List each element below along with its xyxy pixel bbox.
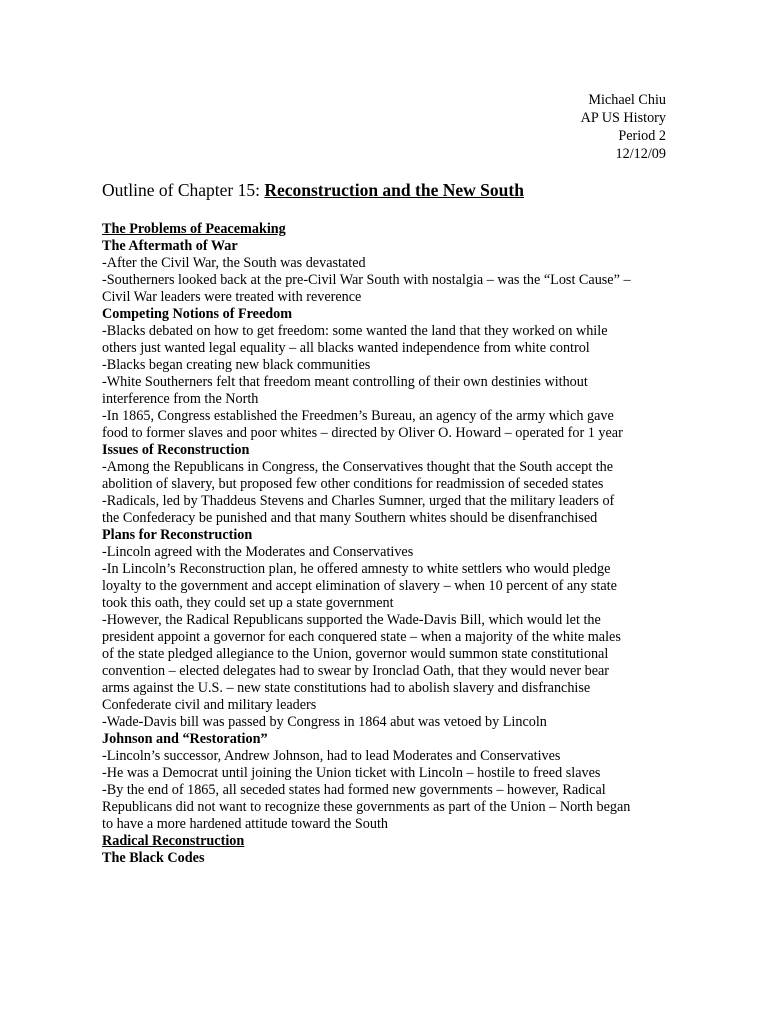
outline-body [102, 221, 668, 867]
outline-line: -However, the Radical Republicans supported the Wade-Davis Bill, which would let the [102, 612, 601, 628]
outline-line: of the state pledged allegiance to the Union, governor would summon state constitutional [102, 646, 609, 662]
outline-line: -After the Civil War, the South was devastated [102, 255, 366, 271]
outline-line: others just wanted legal equality – all blacks wanted independence from white control [102, 340, 590, 356]
outline-line: loyalty to the government and accept elimination of slavery – when 10 percent of any state [102, 578, 617, 594]
outline-line: convention – elected delegates had to swear by Ironclad Oath, that they would never bear [102, 663, 610, 679]
section-heading: Radical Reconstruction [102, 833, 245, 849]
subsection-heading: The Aftermath of War [102, 238, 238, 254]
outline-line: -White Southerners felt that freedom meant controlling of their own destinies without [102, 374, 588, 390]
section-heading: The Problems of Peacemaking [102, 221, 286, 237]
outline-line: president appoint a governor for each conquered state – when a majority of the white males [102, 629, 621, 645]
outline-line: -Among the Republicans in Congress, the Conservatives thought that the South accept the [102, 459, 614, 475]
outline-line: -Lincoln’s successor, Andrew Johnson, had to lead Moderates and Conservatives [102, 748, 561, 764]
outline-line: -By the end of 1865, all seceded states had formed new governments – however, Radical [102, 782, 606, 798]
title-main: Reconstruction and the New South [264, 180, 524, 200]
class-period: Period 2 [618, 128, 666, 144]
page-title [102, 180, 524, 200]
outline-line: -In Lincoln’s Reconstruction plan, he offered amnesty to white settlers who would pledge [102, 561, 611, 577]
outline-line: -In 1865, Congress established the Freedmen’s Bureau, an agency of the army which gave [102, 408, 614, 424]
outline-line: -He was a Democrat until joining the Union ticket with Lincoln – hostile to freed slaves [102, 765, 601, 781]
outline-line: Civil War leaders were treated with reverence [102, 289, 362, 305]
outline-line: Confederate civil and military leaders [102, 697, 317, 713]
subsection-heading: Johnson and “Restoration” [102, 731, 268, 747]
outline-line: food to former slaves and poor whites – directed by Oliver O. Howard – operated for 1 year [102, 425, 623, 441]
subsection-heading: Plans for Reconstruction [102, 527, 253, 543]
outline-line: Republicans did not want to recognize these governments as part of the Union – North began [102, 799, 631, 815]
outline-line: -Blacks debated on how to get freedom: some wanted the land that they worked on while [102, 323, 608, 339]
outline-line: abolition of slavery, but proposed few other conditions for readmission of seceded states [102, 476, 604, 492]
document-date: 12/12/09 [615, 146, 666, 162]
outline-line: took this oath, they could set up a state government [102, 595, 394, 611]
outline-line: interference from the North [102, 391, 259, 407]
author-name: Michael Chiu [588, 92, 666, 108]
outline-line: the Confederacy be punished and that many Southern whites should be disenfranchised [102, 510, 598, 526]
title-prefix: Outline of Chapter 15: [102, 180, 265, 200]
outline-line: -Southerners looked back at the pre-Civil War South with nostalgia – was the “Lost Cause” – [102, 272, 631, 288]
subsection-heading: Issues of Reconstruction [102, 442, 250, 458]
outline-line: arms against the U.S. – new state constitutions had to abolish slavery and disfranchise [102, 680, 591, 696]
outline-line: -Lincoln agreed with the Moderates and Conservatives [102, 544, 414, 560]
outline-line: to have a more hardened attitude toward the South [102, 816, 389, 832]
outline-line: -Blacks began creating new black communities [102, 357, 371, 373]
subsection-heading: Competing Notions of Freedom [102, 306, 293, 322]
subsection-heading: The Black Codes [102, 850, 205, 866]
author-header [581, 91, 666, 163]
outline-line: -Radicals, led by Thaddeus Stevens and Charles Sumner, urged that the military leaders of [102, 493, 615, 509]
outline-line: -Wade-Davis bill was passed by Congress in 1864 abut was vetoed by Lincoln [102, 714, 547, 730]
course-name: AP US History [580, 110, 666, 126]
